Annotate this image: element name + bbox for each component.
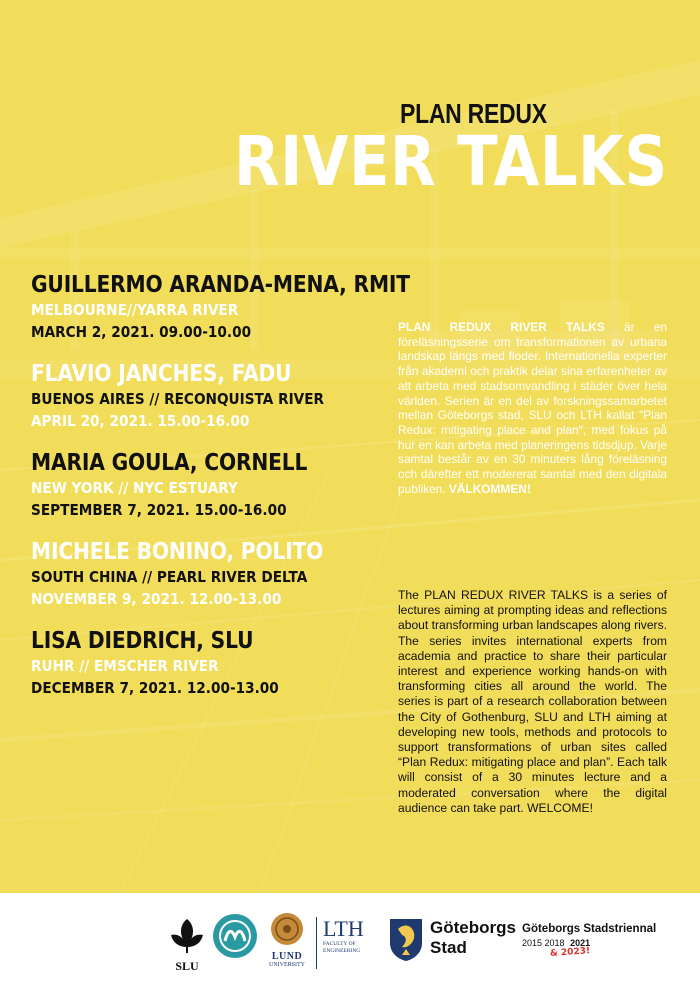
description-swedish-lead: PLAN REDUX RIVER TALKS [398, 320, 605, 334]
goteborgs-stad-line2: Stad [430, 938, 467, 957]
landscape-circle-icon [212, 913, 258, 959]
talk-item [31, 361, 391, 432]
goteborgs-stad-line1: Göteborgs [430, 918, 516, 937]
stadstriennal-title: Göteborgs Stadstriennal [522, 923, 657, 935]
talk-date: MARCH 2, 2021. 09.00-10.00 [31, 323, 252, 341]
talk-item [31, 272, 410, 343]
talk-date: NOVEMBER 9, 2021. 12.00-13.00 [31, 590, 282, 608]
lund-seal-icon [266, 911, 308, 947]
talk-list [31, 272, 410, 717]
description-english: The PLAN REDUX RIVER TALKS is a series of lectures aiming at prompting ideas and reflections about transforming urban landscapes along rivers. The series invites international experts from academia and practice to share their particular interest and experience working hands-on with transforming cities all around the world. The series is part of a research collaboration between the City of Gothenburg, SLU and LTH aiming at developing new tools, methods and protocols to support transformations of urban sites called “Plan Redux: mitigating place and plan”. Each talk will consist of a 30 minutes lecture and a moderated conversation where the digital audience can take part. WELCOME! [398, 588, 667, 815]
leaf-icon [165, 915, 209, 955]
talk-date: DECEMBER 7, 2021. 12.00-13.00 [31, 679, 279, 697]
talk-speaker: LISA DIEDRICH, SLU [31, 628, 254, 654]
talk-item [31, 539, 391, 610]
talk-speaker: FLAVIO JANCHES, FADU [31, 361, 292, 387]
lth-logo-text: LTH [323, 916, 364, 941]
description-swedish-body: är en föreläsningsserie om transformationen av urbana landskap längs med floder. Internationella experter från akademi och praktik delar sina erfarenheter av att arbeta med stadsomvandling i städer över hela världen. Serien är en del av forskningssamarbetet mellan Göteborgs stad, SLU och LTH kallat "Plan Redux: mitigating place and plan", med fokus på hur en kan arbeta med planeringens tidsdjup. Varje samtal består av en 30 minuters lång föreläsning och därefter ett modererat samtal med den digitala publiken. [398, 320, 667, 496]
lund-logo-subtext: UNIVERSITY [269, 962, 305, 968]
stadstriennal-logo [522, 923, 692, 973]
talk-date: SEPTEMBER 7, 2021. 15.00-16.00 [31, 501, 287, 519]
talk-speaker: MARIA GOULA, CORNELL [31, 450, 308, 476]
talk-place: NEW YORK // NYC ESTUARY [31, 479, 238, 497]
talk-place: RUHR // EMSCHER RIVER [31, 657, 219, 675]
slu-logo-text: SLU [175, 959, 199, 973]
description-swedish [398, 320, 667, 496]
talk-place: SOUTH CHINA // PEARL RIVER DELTA [31, 568, 308, 586]
talk-item [31, 628, 391, 699]
lund-logo [266, 911, 308, 973]
stadstriennal-current-year: 2021 [570, 938, 591, 948]
talk-place: MELBOURNE//YARRA RIVER [31, 301, 239, 319]
talk-date: APRIL 20, 2021. 15.00-16.00 [31, 412, 250, 430]
lth-logo [316, 917, 387, 969]
lth-logo-subtext: FACULTY OF ENGINEERING [323, 941, 361, 954]
stadstriennal-past-years: 2015 2018 [522, 938, 565, 948]
talk-item [31, 450, 391, 521]
goteborgs-stad-logo [386, 915, 516, 965]
description-swedish-closing: VÄLKOMMEN! [448, 481, 531, 496]
lion-crest-icon [386, 915, 426, 961]
lund-logo-text: LUND [271, 951, 303, 962]
landscape-circle-logo [212, 913, 258, 959]
slu-logo [165, 915, 209, 973]
poster-title: RIVER TALKS [234, 122, 668, 202]
talk-speaker: MICHELE BONINO, POLITO [31, 539, 324, 565]
stadstriennal-next-year: & 2023! [549, 946, 591, 959]
talk-place: BUENOS AIRES // RECONQUISTA RIVER [31, 390, 325, 408]
talk-speaker: GUILLERMO ARANDA-MENA, RMIT [31, 272, 410, 298]
series-name: PLAN REDUX [400, 98, 547, 129]
partner-logo-bar [0, 893, 700, 990]
